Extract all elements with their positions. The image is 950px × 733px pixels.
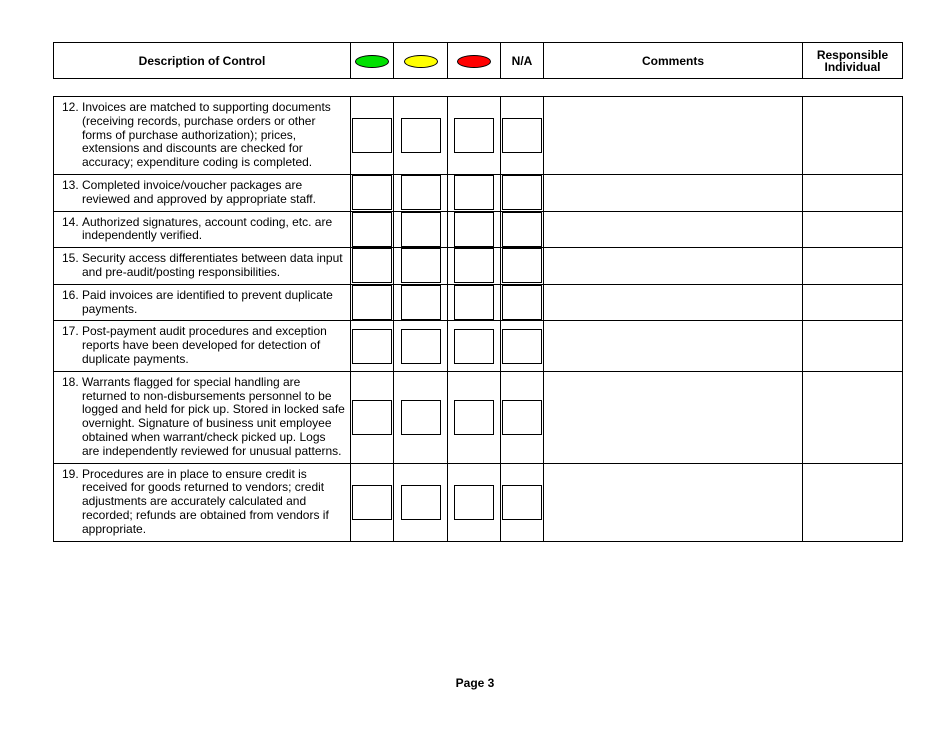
table-row	[54, 248, 903, 285]
na-cell	[501, 175, 544, 212]
green-cell	[351, 321, 394, 371]
control-text: Authorized signatures, account coding, etc. are independently verified.	[82, 214, 333, 243]
control-text: Procedures are in place to ensure credit is received for goods returned to vendors; credit adjustments are accurately calculated and recorded; refunds are obtained from vendors if appropriate.	[82, 466, 329, 536]
green-cell	[351, 97, 394, 175]
yellow-oval-icon	[404, 55, 438, 68]
description-header: Description of Control	[54, 43, 351, 79]
green-checkbox[interactable]	[352, 248, 392, 283]
comments-cell[interactable]	[544, 463, 803, 541]
yellow-cell	[394, 97, 448, 175]
yellow-checkbox[interactable]	[401, 285, 441, 320]
comments-cell[interactable]	[544, 248, 803, 285]
red-status-header	[448, 43, 501, 79]
green-cell	[351, 371, 394, 463]
green-cell	[351, 463, 394, 541]
comments-header: Comments	[544, 43, 803, 79]
responsible-cell[interactable]	[803, 321, 903, 371]
control-number: 18.	[62, 374, 79, 389]
red-checkbox[interactable]	[454, 329, 494, 364]
control-description	[54, 321, 351, 371]
green-checkbox[interactable]	[352, 329, 392, 364]
table-row	[54, 284, 903, 321]
comments-cell[interactable]	[544, 175, 803, 212]
red-cell	[448, 463, 501, 541]
responsible-cell[interactable]	[803, 175, 903, 212]
na-cell	[501, 321, 544, 371]
red-cell	[448, 321, 501, 371]
comments-cell[interactable]	[544, 211, 803, 248]
yellow-checkbox[interactable]	[401, 175, 441, 210]
responsible-cell[interactable]	[803, 211, 903, 248]
na-cell	[501, 284, 544, 321]
yellow-checkbox[interactable]	[401, 485, 441, 520]
red-cell	[448, 248, 501, 285]
na-checkbox[interactable]	[502, 329, 542, 364]
green-checkbox[interactable]	[352, 485, 392, 520]
red-cell	[448, 211, 501, 248]
yellow-checkbox[interactable]	[401, 329, 441, 364]
yellow-checkbox[interactable]	[401, 212, 441, 247]
responsible-label-line2: Individual	[824, 59, 881, 74]
green-status-header	[351, 43, 394, 79]
control-text: Warrants flagged for special handling are returned to non-disbursements personnel to be logged and held for pick up. Stored in locked safe overnight. Signature of business unit employee obtained when warrant/check picked up. Logs are independently reviewed for unusual patterns.	[82, 374, 345, 458]
red-cell	[448, 284, 501, 321]
control-description	[54, 371, 351, 463]
table-row	[54, 175, 903, 212]
control-text: Security access differentiates between data input and pre-audit/posting responsibilities.	[82, 251, 343, 279]
red-checkbox[interactable]	[454, 400, 494, 435]
control-description	[54, 284, 351, 321]
control-number: 15.	[62, 251, 79, 266]
control-number: 14.	[62, 214, 79, 229]
comments-cell[interactable]	[544, 97, 803, 175]
comments-cell[interactable]	[544, 321, 803, 371]
control-description	[54, 463, 351, 541]
red-checkbox[interactable]	[454, 248, 494, 283]
control-number: 19.	[62, 466, 79, 481]
comments-cell[interactable]	[544, 371, 803, 463]
na-checkbox[interactable]	[502, 118, 542, 153]
na-cell	[501, 463, 544, 541]
na-cell	[501, 248, 544, 285]
green-checkbox[interactable]	[352, 118, 392, 153]
page-number: Page 3	[455, 676, 495, 690]
red-oval-icon	[457, 55, 491, 68]
responsible-header	[803, 43, 903, 79]
na-checkbox[interactable]	[502, 485, 542, 520]
table-row	[54, 463, 903, 541]
table-row	[54, 97, 903, 175]
na-cell	[501, 371, 544, 463]
responsible-cell[interactable]	[803, 248, 903, 285]
yellow-cell	[394, 248, 448, 285]
table-row	[54, 371, 903, 463]
green-checkbox[interactable]	[352, 400, 392, 435]
control-description	[54, 248, 351, 285]
yellow-cell	[394, 321, 448, 371]
green-checkbox[interactable]	[352, 175, 392, 210]
control-text: Invoices are matched to supporting documents (receiving records, purchase orders or other forms of purchase authorization); prices, extensions and discounts are checked for accuracy; expenditure coding is completed.	[82, 100, 331, 170]
na-cell	[501, 211, 544, 248]
responsible-cell[interactable]	[803, 97, 903, 175]
red-checkbox[interactable]	[454, 175, 494, 210]
yellow-cell	[394, 211, 448, 248]
yellow-checkbox[interactable]	[401, 248, 441, 283]
na-checkbox[interactable]	[502, 248, 542, 283]
yellow-checkbox[interactable]	[401, 118, 441, 153]
na-checkbox[interactable]	[502, 175, 542, 210]
green-checkbox[interactable]	[352, 212, 392, 247]
table-row	[54, 211, 903, 248]
control-description	[54, 211, 351, 248]
header-table	[53, 42, 903, 79]
red-cell	[448, 175, 501, 212]
yellow-cell	[394, 463, 448, 541]
control-text: Paid invoices are identified to prevent duplicate payments.	[82, 287, 333, 316]
red-cell	[448, 97, 501, 175]
red-checkbox[interactable]	[454, 285, 494, 320]
yellow-cell	[394, 175, 448, 212]
green-cell	[351, 248, 394, 285]
na-header: N/A	[501, 43, 544, 79]
control-table	[53, 96, 903, 542]
control-number: 17.	[62, 324, 79, 339]
red-checkbox[interactable]	[454, 212, 494, 247]
control-number: 16.	[62, 287, 79, 302]
green-oval-icon	[355, 55, 389, 68]
table-row	[54, 321, 903, 371]
na-checkbox[interactable]	[502, 285, 542, 320]
responsible-cell[interactable]	[803, 284, 903, 321]
green-checkbox[interactable]	[352, 285, 392, 320]
yellow-status-header	[394, 43, 448, 79]
comments-cell[interactable]	[544, 284, 803, 321]
green-cell	[351, 284, 394, 321]
na-checkbox[interactable]	[502, 212, 542, 247]
control-description	[54, 97, 351, 175]
control-number: 12.	[62, 100, 79, 114]
yellow-checkbox[interactable]	[401, 400, 441, 435]
na-cell	[501, 97, 544, 175]
control-number: 13.	[62, 178, 79, 192]
na-checkbox[interactable]	[502, 400, 542, 435]
control-description	[54, 175, 351, 212]
control-text: Post-payment audit procedures and exception reports have been developed for detection of duplicate payments.	[82, 324, 327, 366]
red-cell	[448, 371, 501, 463]
responsible-cell[interactable]	[803, 371, 903, 463]
responsible-cell[interactable]	[803, 463, 903, 541]
green-cell	[351, 175, 394, 212]
red-checkbox[interactable]	[454, 118, 494, 153]
green-cell	[351, 211, 394, 248]
yellow-cell	[394, 284, 448, 321]
yellow-cell	[394, 371, 448, 463]
responsible-label-line1: Responsible	[816, 47, 889, 62]
control-text: Completed invoice/voucher packages are reviewed and approved by appropriate staff.	[82, 178, 316, 206]
red-checkbox[interactable]	[454, 485, 494, 520]
